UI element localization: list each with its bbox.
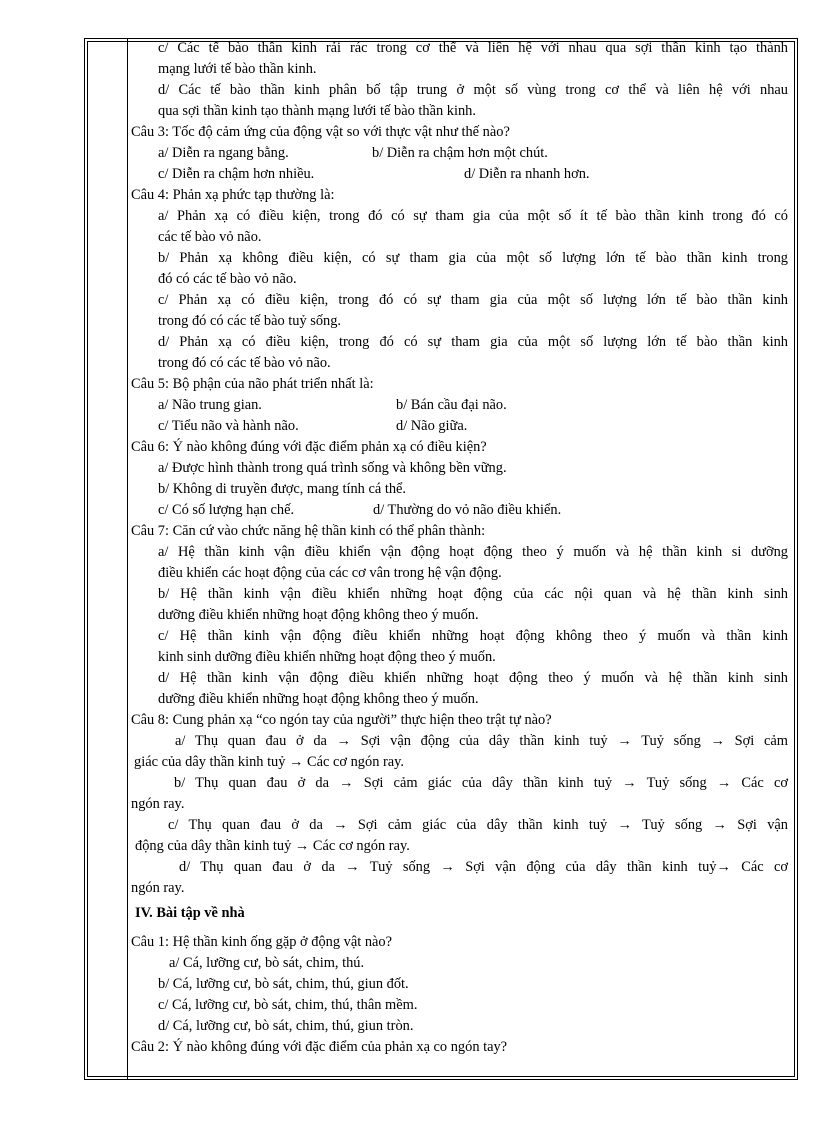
text-line: kinh sinh dưỡng điều khiển những hoạt động theo ý muốn.: [158, 649, 496, 665]
options-row: [131, 164, 788, 185]
column-divider: [127, 38, 128, 1080]
option-d: d/ Diễn ra nhanh hơn.: [464, 166, 590, 182]
text-line: c/ Hệ thần kinh vận động điều khiển những hoạt động không theo ý muốn và thần kinh: [158, 628, 788, 644]
text-line: các tế bào vỏ não.: [158, 229, 262, 245]
text-line: dưỡng điều khiển những hoạt động không theo ý muốn.: [158, 607, 479, 623]
option-a: a/ Não trung gian.: [158, 397, 262, 413]
option-b: b/ Diễn ra chậm hơn một chút.: [372, 145, 548, 161]
text-line: ngón ray.: [131, 796, 185, 812]
question-8: Câu 8: Cung phản xạ “co ngón tay của người” thực hiện theo trật tự nào?: [131, 712, 552, 728]
question-6: Câu 6: Ý nào không đúng với đặc điểm phản xạ có điều kiện?: [131, 439, 487, 455]
options-row: [131, 416, 788, 437]
options-row: [131, 143, 788, 164]
option-d: d/ Thường do vỏ não điều khiển.: [373, 502, 562, 518]
text-line: b/ Phản xạ không điều kiện, có sự tham gia của một số lượng lớn tế bào thần kinh trong: [158, 250, 788, 266]
text-line: trong đó có các tế bào vỏ não.: [158, 355, 331, 371]
homework-question-2: Câu 2: Ý nào không đúng với đặc điểm của phản xạ co ngón tay?: [131, 1039, 508, 1055]
section-heading: IV. Bài tập về nhà: [135, 905, 245, 921]
question-5: Câu 5: Bộ phận của não phát triển nhất là:: [131, 376, 374, 392]
text-line: d/ Hệ thần kinh vận động điều khiển những hoạt động theo ý muốn và hệ thần kinh sinh: [158, 670, 788, 686]
text-line: c/ Phản xạ có điều kiện, trong đó có sự tham gia của một số lượng lớn tế bào thần kinh: [158, 292, 788, 308]
options-row: [131, 500, 788, 521]
option-c: c/ Tiểu não và hành não.: [158, 418, 299, 434]
text-line: ngón ray.: [131, 880, 185, 896]
text-line: a/ Thụ quan đau ở da → Sợi vận động của dây thần kinh tuỷ → Tuỷ sống → Sợi cảm: [175, 733, 788, 749]
text-line: d/ Các tế bào thần kinh phân bố tập trung ở một số vùng trong cơ thể và liên hệ với nhau: [158, 82, 788, 98]
text-line: đó có các tế bào vỏ não.: [158, 271, 297, 287]
text-line: a/ Phản xạ có điều kiện, trong đó có sự tham gia của một số ít tế bào thần kinh trong đó có: [158, 208, 788, 224]
homework-question-1: Câu 1: Hệ thần kinh ống gặp ở động vật nào?: [131, 934, 392, 950]
text-line: qua sợi thần kinh tạo thành mạng lưới tế bào thần kinh.: [158, 103, 476, 119]
text-line: c/ Các tế bào thần kinh rải rác trong cơ thể và liên hệ với nhau qua sợi thần kinh tạo thành: [158, 40, 788, 56]
text-line: động của dây thần kinh tuỷ → Các cơ ngón ray.: [135, 838, 410, 854]
option-a: a/ Diễn ra ngang bằng.: [158, 145, 289, 161]
options-row: [131, 395, 788, 416]
option-b: b/ Bán cầu đại não.: [396, 397, 507, 413]
question-4: Câu 4: Phản xạ phức tạp thường là:: [131, 187, 335, 203]
option-c: c/ Có số lượng hạn chế.: [158, 502, 295, 518]
text-line: điều khiển các hoạt động của các cơ vân trong hệ vận động.: [158, 565, 502, 581]
text-line: c/ Thụ quan đau ở da → Sợi cảm giác của dây thần kinh tuỷ → Tuỷ sống → Sợi vận: [168, 817, 788, 833]
text-line: a/ Được hình thành trong quá trình sống và không bền vững.: [158, 460, 507, 476]
text-line: a/ Hệ thần kinh vận điều khiển vận động hoạt động theo ý muốn và hệ thần kinh si dưỡng: [158, 544, 788, 560]
question-3: Câu 3: Tốc độ cảm ứng của động vật so với thực vật như thế nào?: [131, 124, 510, 140]
text-line: b/ Hệ thần kinh vận điều khiển những hoạt động của các nội quan và hệ thần kinh sinh: [158, 586, 788, 602]
option-c: c/ Diễn ra chậm hơn nhiều.: [158, 166, 315, 182]
text-line: c/ Cá, lưỡng cư, bò sát, chim, thú, thân mềm.: [158, 997, 418, 1013]
text-line: b/ Không di truyền được, mang tính cá thể.: [158, 481, 407, 497]
text-line: d/ Cá, lưỡng cư, bò sát, chim, thú, giun tròn.: [158, 1018, 414, 1034]
document-content: [131, 38, 788, 1058]
option-d: d/ Não giữa.: [396, 418, 468, 434]
text-line: giác của dây thần kinh tuỷ → Các cơ ngón ray.: [134, 754, 405, 770]
question-7: Câu 7: Căn cứ vào chức năng hệ thần kinh có thể phân thành:: [131, 523, 486, 539]
text-line: b/ Cá, lưỡng cư, bò sát, chim, thú, giun đốt.: [158, 976, 409, 992]
text-line: trong đó có các tế bào tuỷ sống.: [158, 313, 342, 329]
text-line: dưỡng điều khiển những hoạt động không theo ý muốn.: [158, 691, 479, 707]
text-line: d/ Phản xạ có điều kiện, trong đó có sự tham gia của một số lượng lớn tế bào thần kinh: [158, 334, 788, 350]
text-line: b/ Thụ quan đau ở da → Sợi cảm giác của dây thần kinh tuỷ → Tuỷ sống → Các cơ: [174, 775, 788, 791]
text-line: d/ Thụ quan đau ở da → Tuỷ sống → Sợi vận động của dây thần kinh tuỷ→ Các cơ: [179, 859, 788, 875]
text-line: mạng lưới tế bào thần kinh.: [158, 61, 317, 77]
text-line: a/ Cá, lưỡng cư, bò sát, chim, thú.: [169, 955, 365, 971]
